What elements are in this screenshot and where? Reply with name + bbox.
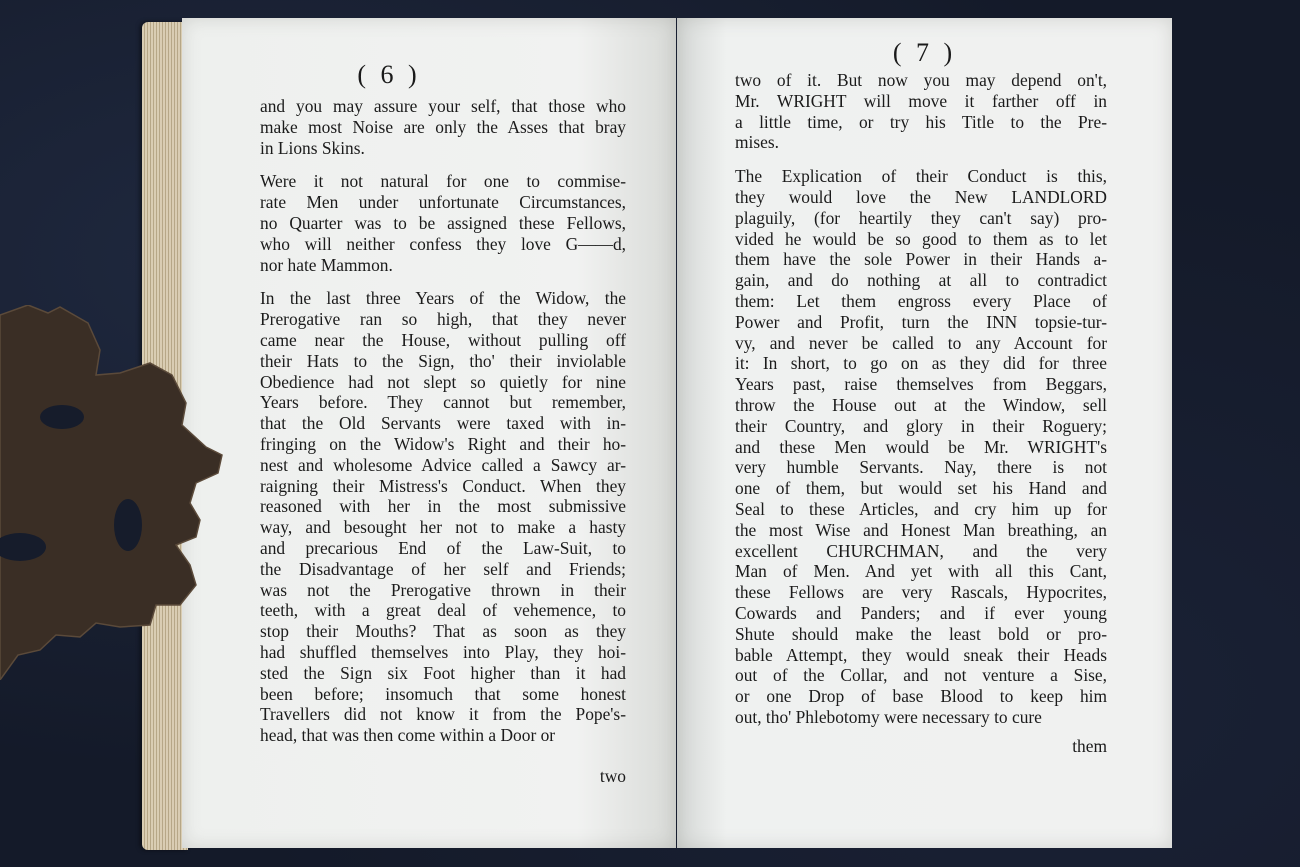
text-line: came near the House, without pulling off — [260, 329, 626, 350]
text-line: Prerogative ran so high, that they never — [260, 309, 626, 330]
text-line: and precarious End of the Law-Suit, to — [260, 537, 626, 558]
right-catchword: them — [1072, 736, 1107, 756]
paragraph-gap — [735, 153, 1107, 166]
text-line: Obedience had not slept so quietly for nine — [260, 371, 626, 392]
right-catchword-block — [735, 736, 1107, 757]
left-page — [182, 18, 676, 848]
text-line: Seal to these Articles, and cry him up for — [735, 498, 1107, 519]
text-line: Were it not natural for one to commise- — [260, 171, 626, 192]
text-line: these Fellows are very Rascals, Hypocrites, — [735, 582, 1107, 603]
text-line: their Country, and glory in their Roguery; — [735, 415, 1107, 436]
text-line: sted the Sign six Foot higher than it had — [260, 662, 626, 683]
text-line: and these Men would be Mr. WRIGHT's — [735, 436, 1107, 457]
text-line: who will neither confess they love G——d, — [260, 233, 626, 254]
text-line: out of the Collar, and not venture a Sise, — [735, 665, 1107, 686]
text-line: that the Old Servants were taxed with in- — [260, 413, 626, 434]
text-line: make most Noise are only the Asses that bray — [260, 116, 626, 137]
paragraph-gap — [260, 158, 626, 171]
text-line: very humble Servants. Nay, there is not — [735, 457, 1107, 478]
right-page-text — [735, 70, 1107, 728]
text-line: reasoned with her in the most submissive — [260, 496, 626, 517]
paragraph-gap — [260, 275, 626, 288]
text-line: Travellers did not know it from the Pope's- — [260, 704, 626, 725]
text-line: stop their Mouths? That as soon as they — [260, 621, 626, 642]
text-line: them: Let them engross every Place of — [735, 290, 1107, 311]
text-line: teeth, with a great deal of vehemence, to — [260, 600, 626, 621]
left-page-number: ( 6 ) — [357, 60, 421, 89]
text-line: excellent CHURCHMAN, and the very — [735, 540, 1107, 561]
text-line: they would love the New LANDLORD — [735, 186, 1107, 207]
text-line: their Hats to the Sign, tho' their inviolable — [260, 350, 626, 371]
text-line: bable Attempt, they would sneak their Heads — [735, 644, 1107, 665]
text-line: Years before. They cannot but remember, — [260, 392, 626, 413]
right-page — [677, 18, 1172, 848]
text-line: the Disadvantage of her self and Friends; — [260, 558, 626, 579]
text-line: mises. — [735, 132, 779, 153]
text-line: it: In short, to go on as they did for three — [735, 353, 1107, 374]
text-line: In the last three Years of the Widow, the — [260, 288, 626, 309]
left-catchword-block — [260, 766, 626, 787]
left-page-text — [260, 96, 626, 746]
text-line: raigning their Mistress's Conduct. When they — [260, 475, 626, 496]
left-catchword: two — [599, 766, 626, 786]
text-line: and you may assure your self, that those who — [260, 96, 626, 116]
text-line: nest and wholesome Advice called a Sawcy ar- — [260, 454, 626, 475]
text-line: throw the House out at the Window, sell — [735, 394, 1107, 415]
text-line: the most Wise and Honest Man breathing, an — [735, 519, 1107, 540]
text-line: or one Drop of base Blood to keep him — [735, 686, 1107, 707]
text-line: gain, and do nothing at all to contradict — [735, 270, 1107, 291]
text-line: The Explication of their Conduct is this, — [735, 166, 1107, 187]
text-line: vy, and never be called to any Account for — [735, 332, 1107, 353]
text-line: Mr. WRIGHT will move it farther off in — [735, 90, 1107, 111]
text-line: no Quarter was to be assigned these Fellows, — [260, 212, 626, 233]
text-line: vided he would be so good to them as to let — [735, 228, 1107, 249]
text-line: in Lions Skins. — [260, 137, 365, 158]
text-line: nor hate Mammon. — [260, 254, 393, 275]
text-line: way, and besought her not to make a hasty — [260, 517, 626, 538]
text-line: out, tho' Phlebotomy were necessary to cure — [735, 706, 1042, 727]
text-line: two of it. But now you may depend on't, — [735, 70, 1107, 90]
text-line: Years past, raise themselves from Beggars, — [735, 374, 1107, 395]
text-line: one of them, but would set his Hand and — [735, 478, 1107, 499]
text-line: fringing on the Widow's Right and their ho- — [260, 433, 626, 454]
metal-page-clip — [0, 305, 225, 680]
text-line: them have the sole Power in their Hands a- — [735, 249, 1107, 270]
text-line: was not the Prerogative thrown in their — [260, 579, 626, 600]
text-line: Power and Profit, turn the INN topsie-tur- — [735, 311, 1107, 332]
right-page-number: ( 7 ) — [892, 38, 957, 67]
text-line: plaguily, (for heartily they can't say) pro- — [735, 207, 1107, 228]
text-line: rate Men under unfortunate Circumstances, — [260, 192, 626, 213]
text-line: head, that was then come within a Door or — [260, 725, 556, 746]
open-book — [142, 12, 1177, 852]
text-line: Shute should make the least bold or pro- — [735, 623, 1107, 644]
text-line: had shuffled themselves into Play, they hoi- — [260, 641, 626, 662]
text-line: a little time, or try his Title to the Pre- — [735, 111, 1107, 132]
text-line: Cowards and Panders; and if ever young — [735, 602, 1107, 623]
text-line: been before; insomuch that some honest — [260, 683, 626, 704]
text-line: Man of Men. And yet with all this Cant, — [735, 561, 1107, 582]
